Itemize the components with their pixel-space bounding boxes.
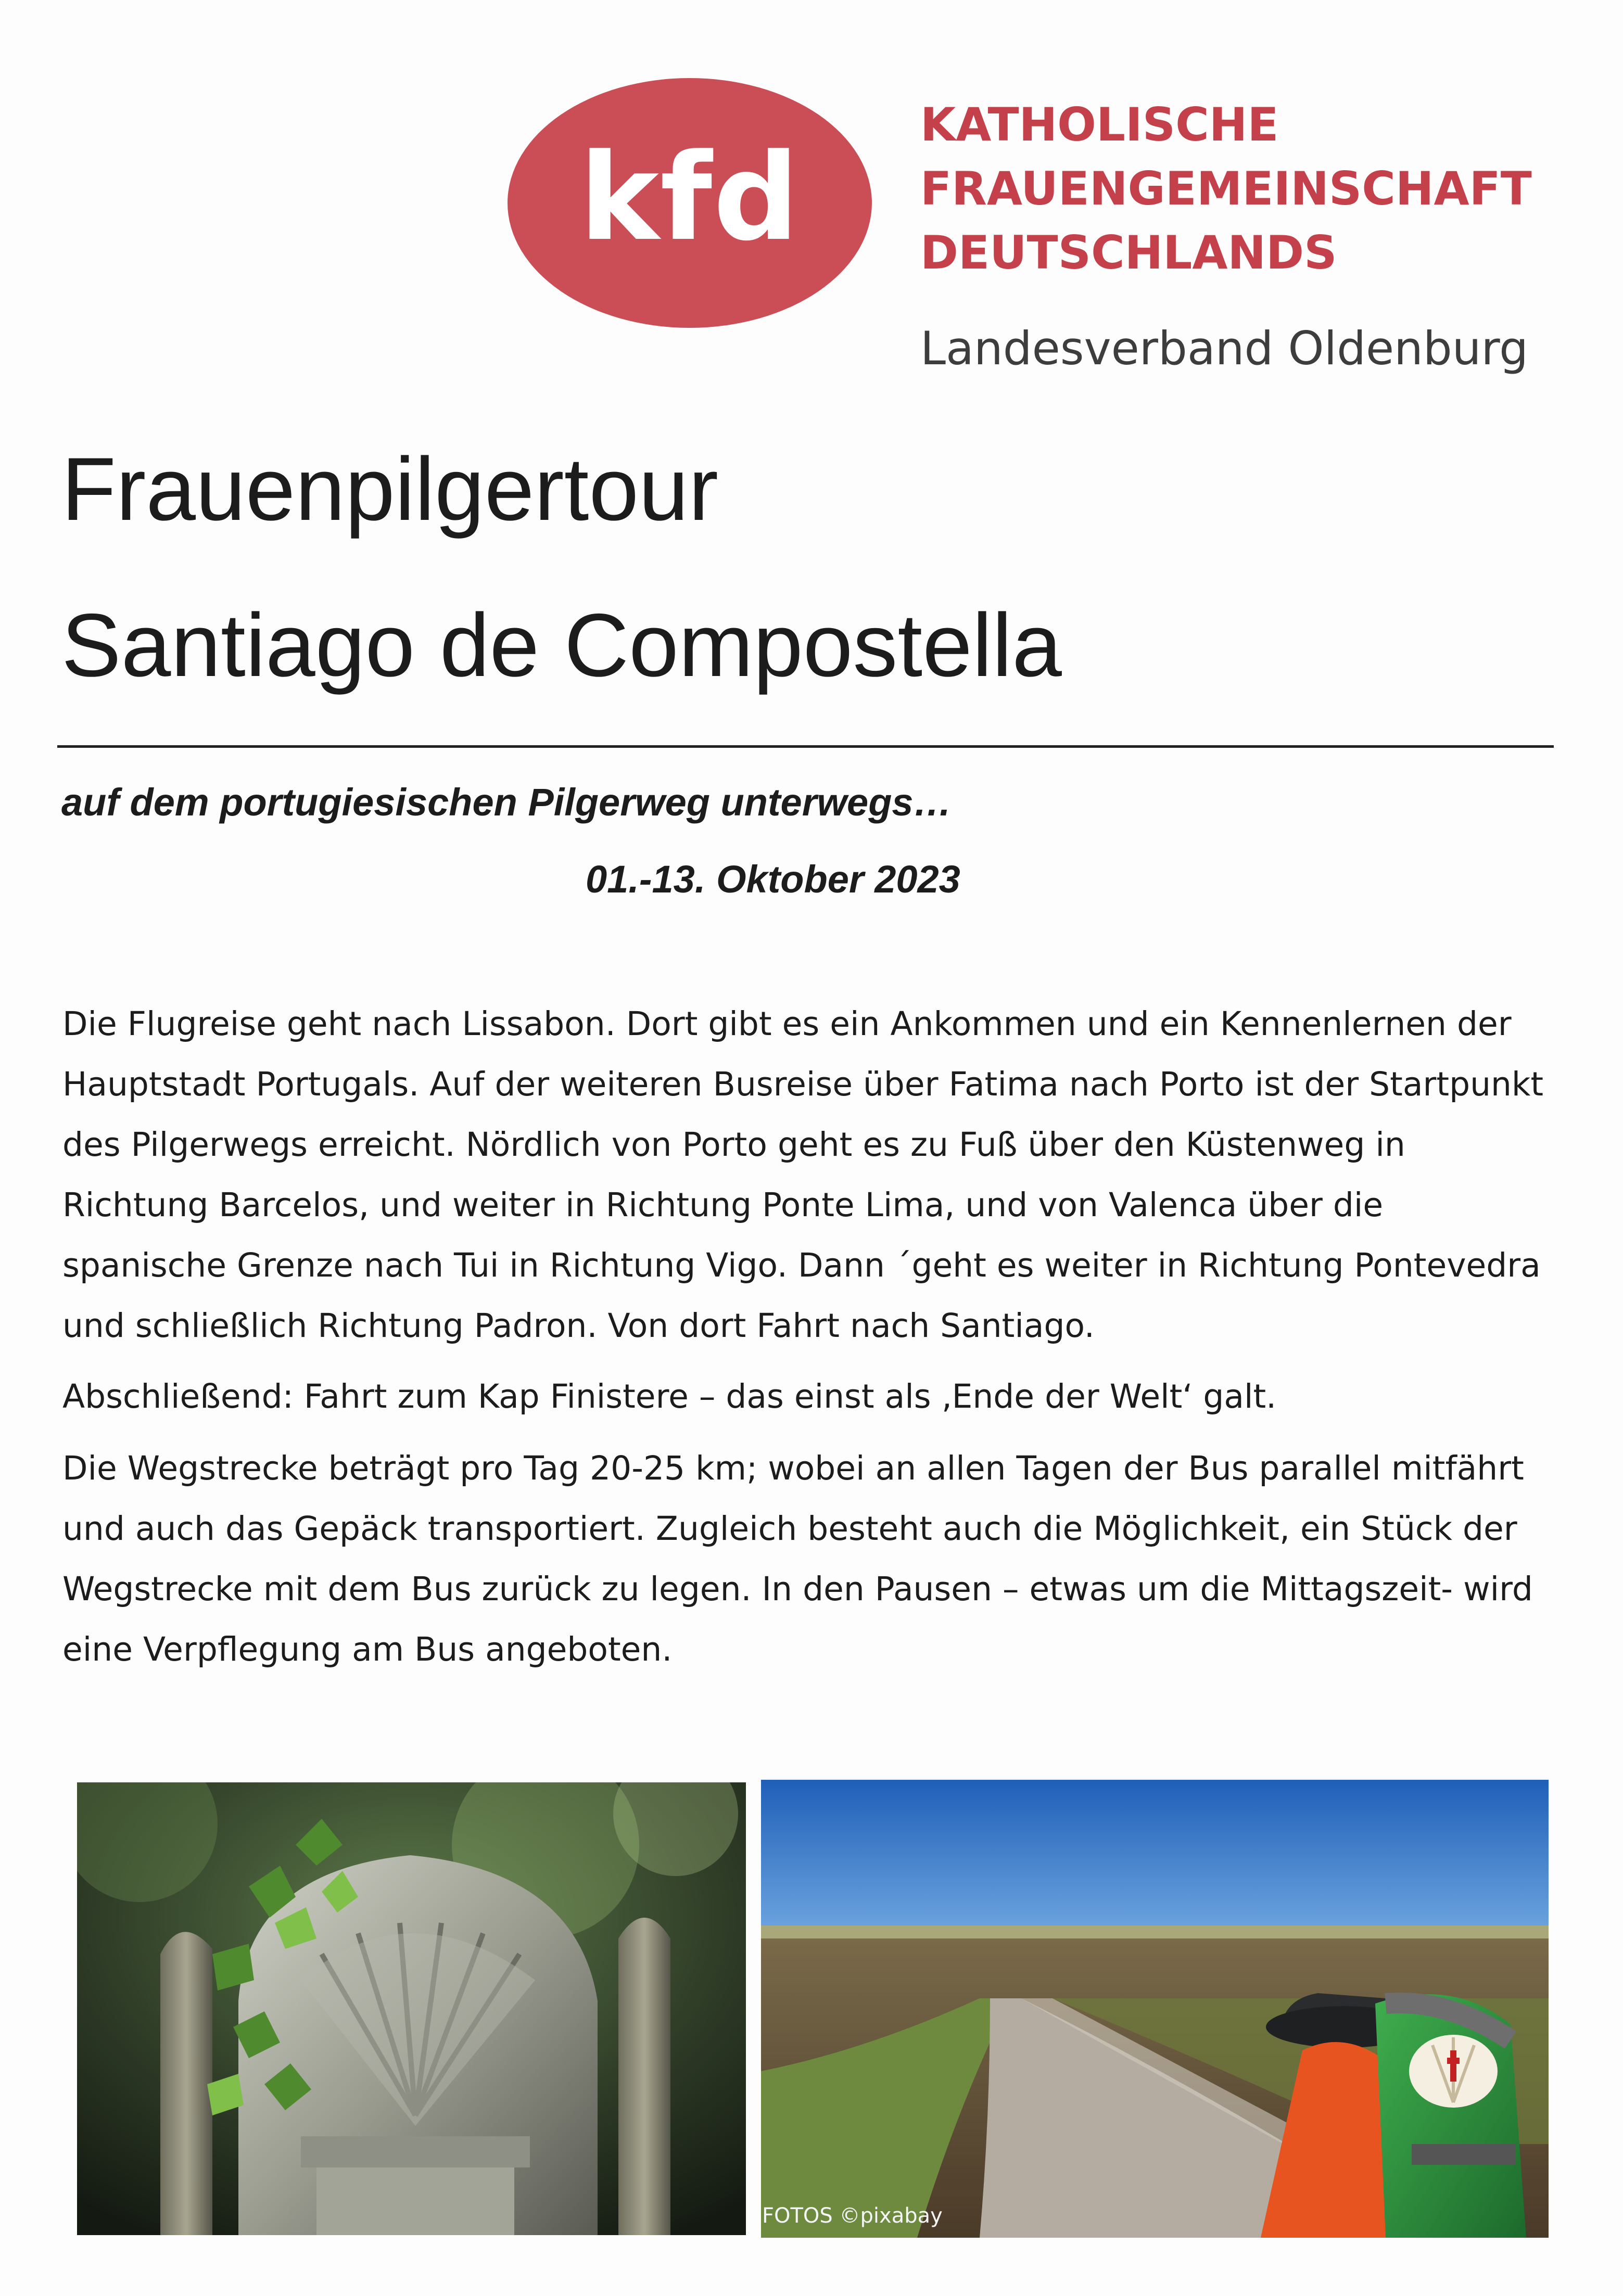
- title-line: Santiago de Compostella: [61, 595, 1062, 695]
- paragraph-itinerary: Die Flugreise geht nach Lissabon. Dort gibt es ein Ankommen und ein Kennenlernen der Hauptstadt Portugals. Auf der weiteren Busreise über Fatima nach Porto ist der Startpunkt des Pilgerwegs erreicht. Nördlich von Porto geht es zu Fuß über den Küstenweg in Richtung Barcelos, und weiter in Richtung Ponte Lima, und von Valenca über die spanische Grenze nach Tui in Richtung Vigo. Dann ´geht es weiter in Richtung Pontevedra und schließlich Richtung Padron. Von dort Fahrt nach Santiago.: [62, 1005, 1544, 1345]
- org-name-line: DEUTSCHLANDS: [920, 226, 1337, 279]
- tour-dates: 01.-13. Oktober 2023: [586, 858, 960, 901]
- tour-subtitle: auf dem portugiesischen Pilgerweg unterwegs…: [61, 781, 952, 824]
- org-name-line: FRAUENGEMEINSCHAFT: [920, 162, 1532, 215]
- photo-stone-scallop: [77, 1782, 746, 2235]
- paragraph-logistics: Die Wegstrecke beträgt pro Tag 20-25 km; wobei an allen Tagen der Bus parallel mitfährt und auch das Gepäck transportiert. Zugleich besteht auch die Möglichkeit, ein Stück der Wegstrecke mit dem Bus zurück zu legen. In den Pausen – etwas um die Mittagszeit- wird eine Verpflegung am Bus angeboten.: [62, 1449, 1533, 1668]
- org-name-line: KATHOLISCHE: [920, 98, 1279, 151]
- logo-text: kfd: [579, 128, 800, 267]
- photo-pilgrim-road: [761, 1780, 1549, 2238]
- organization-name: [920, 93, 1532, 285]
- page-title: [61, 411, 1062, 723]
- organization-subtitle: Landesverband Oldenburg: [920, 322, 1528, 375]
- kfd-logo: [508, 78, 872, 328]
- title-line: Frauenpilgertour: [61, 439, 719, 539]
- description: [62, 994, 1556, 1690]
- paragraph-finale: Abschließend: Fahrt zum Kap Finistere – das einst als ‚Ende der Welt‘ galt.: [62, 1377, 1277, 1415]
- photo-credit: FOTOS ©pixabay: [762, 2204, 943, 2228]
- divider-line: [57, 745, 1554, 748]
